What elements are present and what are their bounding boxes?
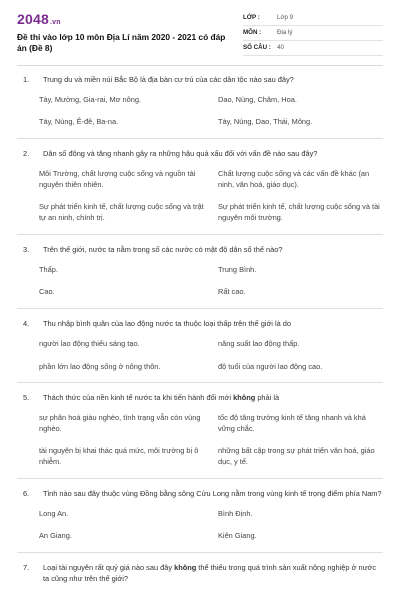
question-number: 7. [23, 563, 30, 573]
answer-options [17, 339, 383, 372]
question-number: 4. [23, 319, 30, 329]
brand-name: 2048 [17, 11, 49, 27]
option-a[interactable]: sự phân hoá giàu nghèo, tình trạng vẫn còn vùng nghèo. [39, 413, 201, 433]
question-text: Tỉnh nào sau đây thuộc vùng Đồng bằng sông Cửu Long nằm trong vùng kinh tế trọng điểm phía Nam? [43, 488, 382, 498]
question-emphasis: không [174, 563, 197, 573]
question-4 [17, 319, 383, 372]
question-header [17, 245, 383, 256]
question-6 [17, 489, 383, 542]
meta-row-count [243, 41, 383, 56]
option-a[interactable]: Long An. [39, 508, 69, 518]
option-c[interactable]: phần lớn lao động sống ở nông thôn. [39, 361, 161, 371]
exam-title: Đề thi vào lớp 10 môn Địa Lí năm 2020 - 2021 có đáp án (Đề 8) [17, 32, 226, 54]
meta-value: Lớp 9 [277, 13, 294, 21]
option-c[interactable]: Cao. [39, 287, 55, 297]
answer-options [17, 95, 383, 128]
question-number: 5. [23, 393, 30, 403]
question-text-part: Thách thức của nền kinh tế nước ta khi tiến hành đổi mới [43, 393, 234, 403]
option-a[interactable]: Môi Trường, chất lượng cuộc sống và nguồn tài nguyên thiên nhiên. [39, 168, 196, 189]
question-5 [17, 393, 383, 468]
question-header [17, 489, 383, 500]
option-b[interactable]: Dao, Nùng, Chăm, Hoa. [218, 94, 297, 104]
answer-options [17, 169, 383, 224]
question-divider [17, 138, 383, 139]
meta-key: LỚP : [243, 13, 260, 21]
question-header [17, 149, 383, 160]
meta-key: SỐ CÂU : [243, 43, 271, 51]
question-divider [17, 308, 383, 309]
question-divider [17, 552, 383, 553]
option-a[interactable]: người lao động thiếu sáng tạo. [39, 338, 140, 348]
question-header [17, 319, 383, 330]
option-b[interactable]: tốc độ tăng trưởng kinh tế tăng nhanh và khá vững chắc. [218, 413, 366, 433]
option-c[interactable]: Sự phát triển kinh tế, chất lượng cuộc sống và trật tự an ninh, chính trị. [39, 202, 204, 223]
question-text: Thu nhập bình quân của lao động nước ta thuộc loại thấp trên thế giới là do [43, 319, 292, 329]
option-c[interactable]: An Giang. [39, 531, 72, 541]
question-number: 6. [23, 488, 30, 498]
option-d[interactable]: Rất cao. [218, 287, 246, 297]
question-text [43, 393, 383, 404]
question-text: Trên thế giới, nước ta nằm trong số các nước có mật độ dân số thế nào? [43, 244, 283, 254]
question-number: 1. [23, 75, 30, 84]
question-1 [17, 75, 383, 128]
answer-options [17, 509, 383, 542]
exam-meta [243, 11, 383, 56]
question-number: 3. [23, 244, 30, 254]
question-3 [17, 245, 383, 298]
brand-logo[interactable] [17, 12, 227, 26]
question-divider [17, 382, 383, 383]
question-number: 2. [23, 149, 30, 159]
meta-row-class [243, 11, 383, 26]
meta-value: Địa lý [277, 28, 293, 36]
meta-key: MÔN : [243, 28, 262, 36]
question-text-part: thể thiếu trong quá trình sản xuất nông nghiệp ở nước ta cũng như trên thế giới? [43, 563, 377, 583]
question-divider [17, 234, 383, 235]
option-d[interactable]: Sự phát triển kinh tế, chất lượng cuộc sống và tài nguyên môi trường. [218, 202, 380, 223]
question-emphasis: không [233, 393, 256, 403]
option-a[interactable]: Tày, Mường, Gia-rai, Mơ nông. [39, 94, 141, 104]
brand-suffix: .vn [49, 19, 61, 26]
title-block [17, 10, 227, 55]
question-text-part: phải là [255, 393, 280, 403]
option-b[interactable]: năng suất lao động thấp. [218, 338, 300, 348]
question-divider [17, 478, 383, 479]
question-header [17, 563, 383, 584]
question-text [43, 563, 383, 584]
question-7 [17, 563, 383, 584]
header-divider [17, 65, 383, 66]
meta-value: 40 [277, 43, 284, 51]
option-d[interactable]: Tày, Nùng, Dao, Thái, Mông. [218, 117, 313, 127]
answer-options [17, 265, 383, 298]
option-b[interactable]: Trung Bình. [218, 264, 257, 274]
option-b[interactable]: Chất lượng cuộc sống và các vấn đề khác (an ninh, văn hoá, giáo dục). [218, 168, 370, 189]
answer-options [17, 413, 383, 468]
question-header [17, 393, 383, 404]
option-d[interactable]: Kiên Giang. [218, 531, 257, 541]
question-text: Trung du và miền núi Bắc Bộ là địa bàn cư trú của các dân tộc nào sau đây? [43, 75, 294, 84]
option-b[interactable]: Bình Định. [218, 508, 253, 518]
meta-row-subject [243, 26, 383, 41]
question-header [17, 75, 383, 86]
question-text-part: Loại tài nguyên rất quý giá nào sau đây [43, 563, 175, 573]
option-a[interactable]: Thấp. [39, 264, 58, 274]
option-d[interactable]: những bất cập trong sự phát triển văn hoá, giáo dục, y tế. [218, 446, 375, 467]
option-c[interactable]: tài nguyên bị khai thác quá mức, môi trường bị ô nhiễm. [39, 446, 199, 467]
option-d[interactable]: độ tuổi của người lao động cao. [218, 361, 323, 371]
question-2 [17, 149, 383, 224]
question-text: Dân số đông và tăng nhanh gây ra những hậu quả xấu đối với vấn đề nào sau đây? [43, 149, 318, 159]
option-c[interactable]: Tày, Nùng, Ê-đê, Ba-na. [39, 117, 119, 127]
header [17, 10, 383, 56]
